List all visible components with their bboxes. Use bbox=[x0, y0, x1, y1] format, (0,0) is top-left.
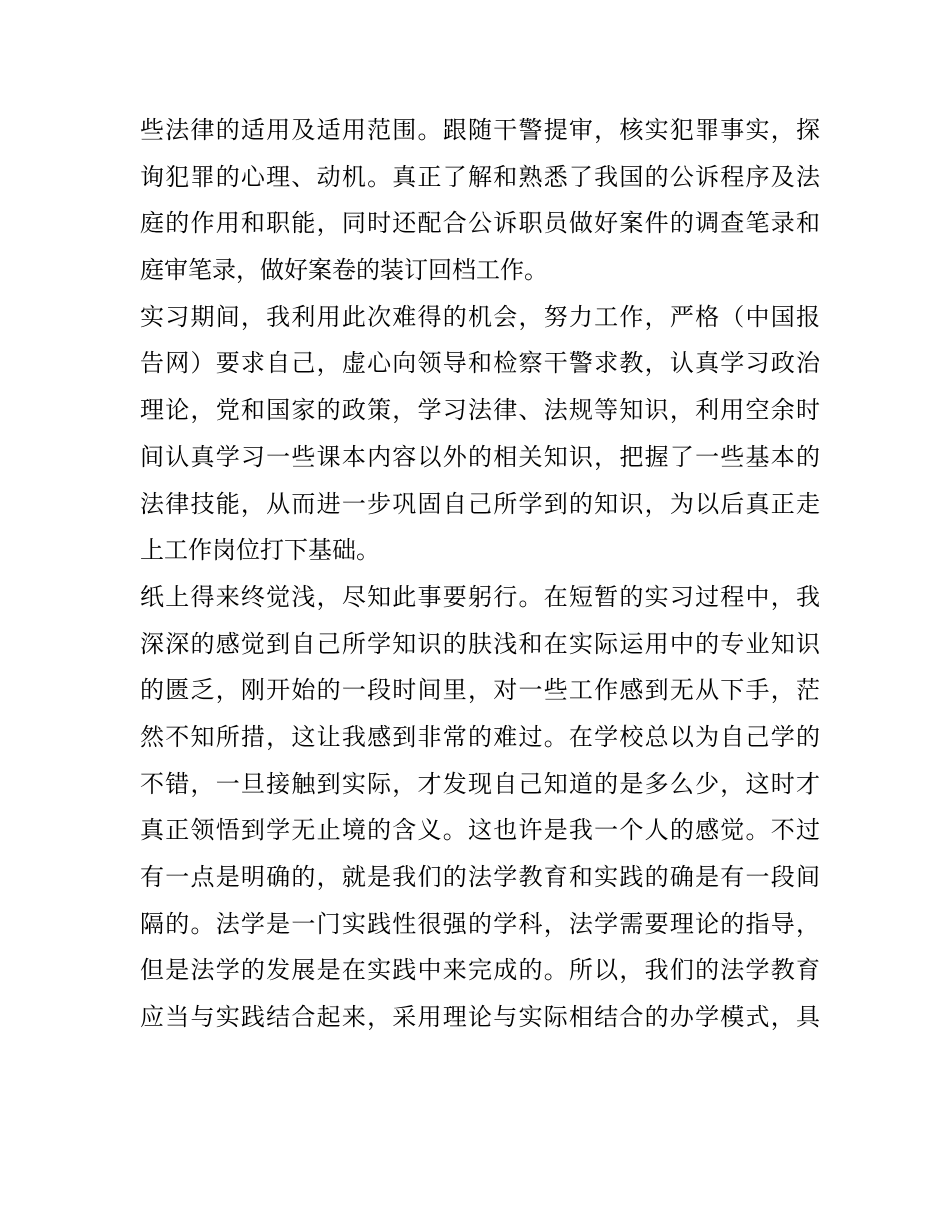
text-line: 些法律的适用及适用范围。跟随干警提审，核实犯罪事实，探 bbox=[140, 116, 820, 144]
paragraph-last-line: 庭审笔录，做好案卷的装订回档工作。 bbox=[140, 256, 548, 285]
paragraph-last-line: 上工作岗位打下基础。 bbox=[140, 536, 380, 565]
text-line: 庭的作用和职能，同时还配合公诉职员做好案件的调查笔录和 bbox=[140, 209, 820, 238]
text-line: 询犯罪的心理、动机。真正了解和熟悉了我国的公诉程序及法 bbox=[140, 162, 820, 191]
text-line: 的匮乏，刚开始的一段时间里，对一些工作感到无从下手，茫 bbox=[140, 676, 820, 705]
text-line: 纸上得来终觉浅，尽知此事要躬行。在短暂的实习过程中，我 bbox=[140, 582, 820, 611]
text-line: 理论，党和国家的政策，学习法律、法规等知识，利用空余时 bbox=[140, 396, 820, 425]
text-line: 应当与实践结合起来，采用理论与实际相结合的办学模式，具 bbox=[140, 1003, 820, 1032]
text-line: 间认真学习一些课本内容以外的相关知识，把握了一些基本的 bbox=[140, 442, 820, 471]
text-line: 法律技能，从而进一步巩固自己所学到的知识，为以后真正走 bbox=[140, 489, 820, 518]
text-line: 实习期间，我利用此次难得的机会，努力工作，严格（中国报 bbox=[140, 302, 820, 331]
text-line: 隔的。法学是一门实践性很强的学科，法学需要理论的指导， bbox=[140, 909, 820, 938]
body-text bbox=[140, 107, 820, 1041]
text-line: 告网）要求自己，虚心向领导和检察干警求教，认真学习政治 bbox=[140, 349, 820, 378]
text-line: 然不知所措，这让我感到非常的难过。在学校总以为自己学的 bbox=[140, 722, 820, 751]
text-line: 不错，一旦接触到实际，才发现自己知道的是多么少，这时才 bbox=[140, 769, 820, 798]
text-line: 有一点是明确的，就是我们的法学教育和实践的确是有一段间 bbox=[140, 863, 820, 891]
text-line: 但是法学的发展是在实践中来完成的。所以，我们的法学教育 bbox=[140, 956, 820, 985]
text-line: 深深的感觉到自己所学知识的肤浅和在实际运用中的专业知识 bbox=[140, 629, 820, 658]
text-line: 真正领悟到学无止境的含义。这也许是我一个人的感觉。不过 bbox=[140, 816, 820, 845]
